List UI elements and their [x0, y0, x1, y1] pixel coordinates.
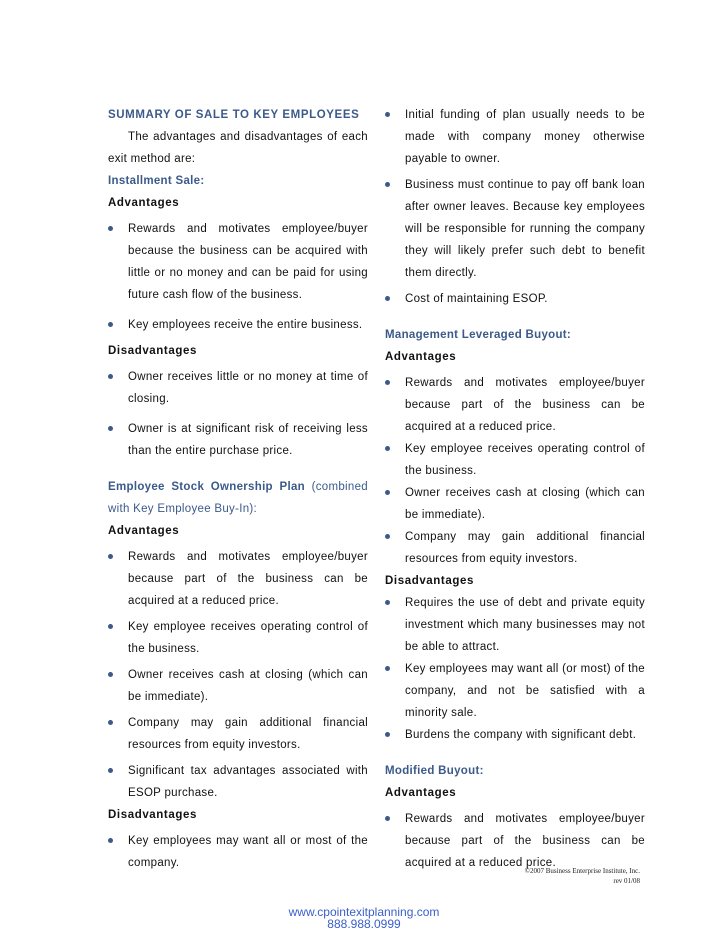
- revision-line: rev 01/08: [613, 877, 640, 885]
- bullet-icon: [385, 534, 390, 539]
- installment-disadvantages-label: Disadvantages: [108, 345, 197, 357]
- list-item: Rewards and motivates employee/buyer because part of the business can be acquired at a reduced price.: [108, 546, 368, 612]
- mlbo-advantages-label: Advantages: [385, 351, 457, 363]
- mlbo-disadvantages-label: Disadvantages: [385, 575, 474, 587]
- bullet-icon: [385, 816, 390, 821]
- list-item: Rewards and motivates employee/buyer because part of the business can be acquired at a reduced price.: [385, 372, 645, 438]
- bullet-icon: [108, 624, 113, 629]
- installment-advantages-label: Advantages: [108, 197, 180, 209]
- bullet-icon: [108, 554, 113, 559]
- bullet-icon: [108, 838, 113, 843]
- bullet-icon: [108, 226, 113, 231]
- website-link[interactable]: www.cpointexitplanning.com: [288, 905, 440, 919]
- bullet-icon: [385, 296, 390, 301]
- modified-buyout-heading: Modified Buyout:: [385, 765, 484, 777]
- esop-advantages-label: Advantages: [108, 525, 180, 537]
- bullet-icon: [385, 112, 390, 117]
- bullet-icon: [108, 720, 113, 725]
- list-item: Key employee receives operating control of the business.: [108, 616, 368, 660]
- footer: [0, 906, 728, 930]
- page-title: SUMMARY OF SALE TO KEY EMPLOYEES: [108, 109, 360, 121]
- bullet-icon: [108, 768, 113, 773]
- list-item: Cost of maintaining ESOP.: [385, 288, 645, 310]
- esop-disadvantages-label: Disadvantages: [108, 809, 197, 821]
- bullet-icon: [385, 182, 390, 187]
- list-item: Owner receives little or no money at time of closing.: [108, 366, 368, 410]
- intro-paragraph: The advantages and disadvantages of each exit method are:: [108, 131, 368, 165]
- list-item: Key employees may want all (or most) of the company, and not be satisfied with a minority sale.: [385, 658, 645, 724]
- bullet-icon: [108, 672, 113, 677]
- list-item: Burdens the company with significant debt.: [385, 724, 645, 746]
- list-item: Rewards and motivates employee/buyer because the business can be acquired with little or no money and can be paid for using future cash flow of the business.: [108, 218, 368, 306]
- list-item: Owner receives cash at closing (which can be immediate).: [385, 482, 645, 526]
- list-item: Significant tax advantages associated with ESOP purchase.: [108, 760, 368, 804]
- phone-number: 888.988.0999: [327, 917, 401, 931]
- bullet-icon: [385, 732, 390, 737]
- copyright-line: ©2007 Business Enterprise Institute, Inc.: [524, 867, 640, 875]
- list-item: Key employees may want all or most of the company.: [108, 830, 368, 874]
- modified-advantages-label: Advantages: [385, 787, 457, 799]
- list-item: Company may gain additional financial resources from equity investors.: [108, 712, 368, 756]
- list-item: Owner is at significant risk of receiving less than the entire purchase price.: [108, 418, 368, 462]
- bullet-icon: [385, 490, 390, 495]
- list-item: Business must continue to pay off bank loan after owner leaves. Because key employees will be responsible for running the company they will likely prefer such debt to benefit them directly.: [385, 174, 645, 284]
- list-item: Company may gain additional financial resources from equity investors.: [385, 526, 645, 570]
- copyright-notice: [525, 866, 640, 886]
- bullet-icon: [385, 446, 390, 451]
- list-item: Owner receives cash at closing (which can be immediate).: [108, 664, 368, 708]
- bullet-icon: [385, 666, 390, 671]
- bullet-icon: [108, 426, 113, 431]
- list-item: Initial funding of plan usually needs to be made with company money otherwise payable to owner.: [385, 104, 645, 170]
- installment-sale-heading: Installment Sale:: [108, 175, 205, 187]
- bullet-icon: [385, 380, 390, 385]
- esop-heading: Employee Stock Ownership Plan (combined with Key Employee Buy-In):: [108, 481, 368, 515]
- left-column: [108, 104, 368, 874]
- list-item: Requires the use of debt and private equity investment which many businesses may not be able to attract.: [385, 592, 645, 658]
- bullet-icon: [108, 374, 113, 379]
- mlbo-heading: Management Leveraged Buyout:: [385, 329, 572, 341]
- list-item: Key employees receive the entire business.: [108, 314, 368, 336]
- list-item: Key employee receives operating control of the business.: [385, 438, 645, 482]
- list-item: Rewards and motivates employee/buyer because part of the business can be acquired at a reduced price.: [385, 808, 645, 874]
- bullet-icon: [108, 322, 113, 327]
- bullet-icon: [385, 600, 390, 605]
- right-column: [385, 104, 645, 874]
